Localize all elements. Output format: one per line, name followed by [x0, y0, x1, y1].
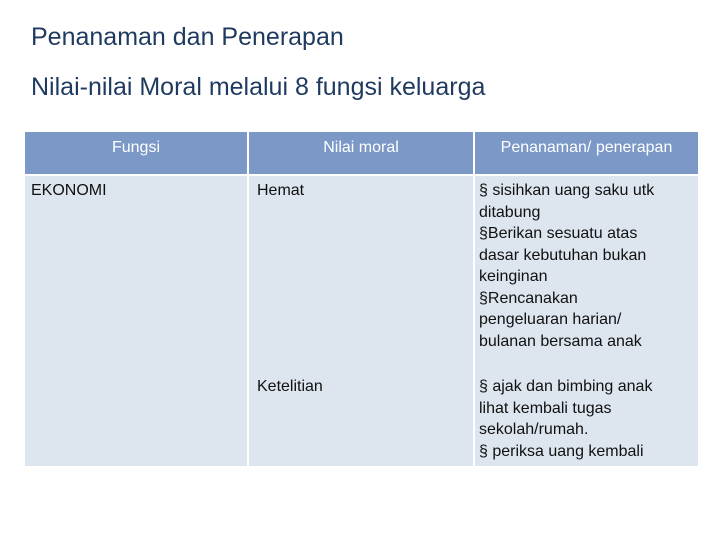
practice-line: sekolah/rumah. — [479, 421, 589, 438]
fungsi-cell — [25, 176, 247, 466]
nilai-moral-cell — [249, 176, 473, 466]
nilai-ketelitian: Ketelitian — [257, 378, 323, 395]
hemat-practices — [475, 180, 654, 352]
penanaman-cell — [475, 176, 698, 466]
practice-line: §Rencanakan — [479, 289, 578, 307]
header-penanaman: Penanaman/ penerapan — [475, 132, 698, 174]
moral-values-table — [25, 132, 698, 466]
ketelitian-practices — [475, 376, 652, 462]
practice-line: bulanan bersama anak — [479, 332, 642, 350]
practice-line: § sisihkan uang saku utk — [479, 182, 655, 199]
practice-line: pengeluaran harian/ — [479, 311, 622, 328]
slide-subtitle: Nilai-nilai Moral melalui 8 fungsi keluarga — [31, 73, 486, 101]
practice-line: keinginan — [479, 268, 548, 285]
practice-line: §Berikan sesuatu atas — [479, 225, 638, 242]
fungsi-value: EKONOMI — [31, 182, 107, 199]
practice-line: lihat kembali tugas — [479, 399, 612, 417]
header-fungsi: Fungsi — [25, 132, 247, 174]
practice-line: § ajak dan bimbing anak — [479, 378, 653, 395]
slide-title: Penanaman dan Penerapan — [31, 23, 344, 51]
practice-line: dasar kebutuhan bukan — [479, 246, 647, 264]
header-nilai-moral: Nilai moral — [249, 132, 473, 174]
practice-line: ditabung — [479, 203, 541, 221]
nilai-hemat: Hemat — [257, 182, 305, 199]
practice-line: § periksa uang kembali — [479, 442, 644, 460]
